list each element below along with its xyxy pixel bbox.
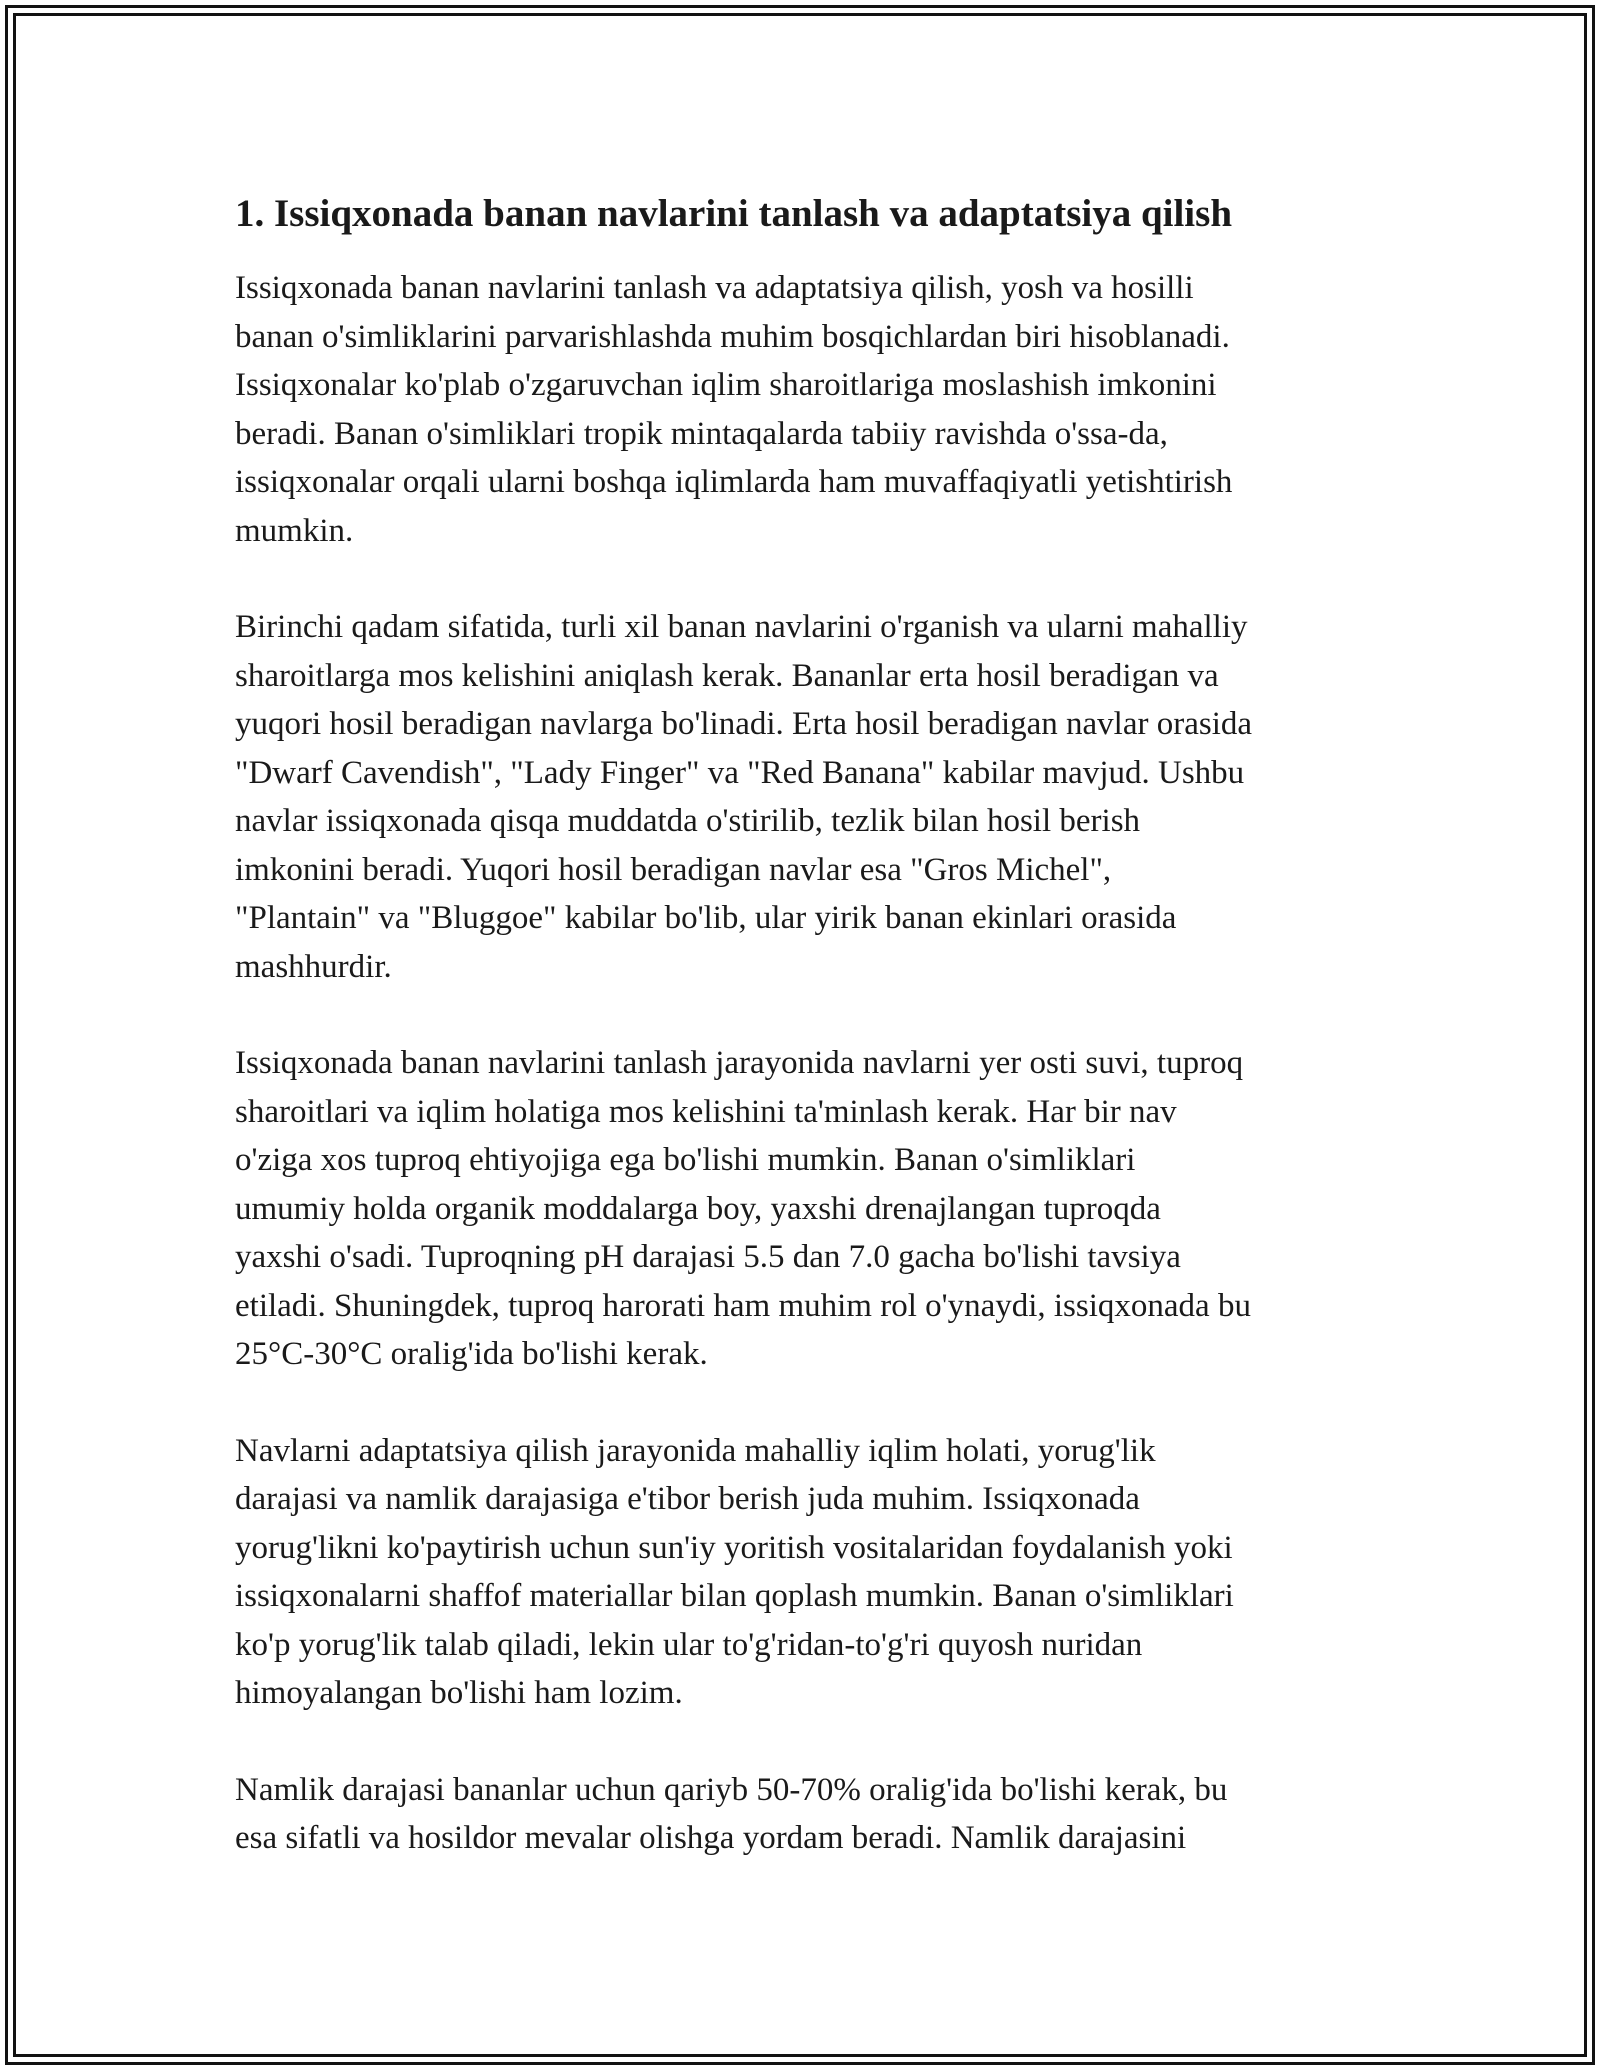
text-line: "Plantain" va "Bluggoe" kabilar bo'lib, ular yirik banan ekinlari orasida — [235, 900, 1177, 936]
text-line: sharoitlari va iqlim holatiga mos kelishini ta'minlash kerak. Har bir nav — [235, 1093, 1177, 1130]
text-line: umumiy holda organik moddalarga boy, yaxshi drenajlangan tuproqda — [235, 1190, 1161, 1227]
text-line: Namlik darajasi bananlar uchun qariyb 50-70% oralig'ida bo'lishi kerak, bu — [235, 1771, 1228, 1808]
text-line: imkonini beradi. Yuqori hosil beradigan navlar esa "Gros Michel", — [235, 851, 1112, 888]
text-line: himoyalangan bo'lishi ham lozim. — [235, 1675, 683, 1711]
text-line: Issiqxonada banan navlarini tanlash va adaptatsiya qilish, yosh va hosilli — [235, 270, 1194, 306]
paragraph-1 — [235, 264, 1370, 555]
text-line: etiladi. Shuningdek, tuproq harorati ham muhim rol o'ynaydi, issiqxonada bu — [235, 1287, 1251, 1324]
text-line: Navlarni adaptatsiya qilish jarayonida mahalliy iqlim holati, yorug'lik — [235, 1432, 1156, 1469]
paragraph-2 — [235, 603, 1370, 991]
text-line: sharoitlarga mos kelishini aniqlash kerak. Bananlar erta hosil beradigan va — [235, 657, 1219, 694]
text-line: o'ziga xos tuproq ehtiyojiga ega bo'lishi mumkin. Banan o'simliklari — [235, 1142, 1136, 1178]
paragraph-3 — [235, 1039, 1370, 1379]
text-line: mashhurdir. — [235, 948, 392, 985]
text-line: darajasi va namlik darajasiga e'tibor berish juda muhim. Issiqxonada — [235, 1481, 1140, 1517]
text-line: mumkin. — [235, 512, 354, 549]
text-line: issiqxonalar orqali ularni boshqa iqlimlarda ham muvaffaqiyatli yetishtirish — [235, 464, 1233, 500]
text-line: yuqori hosil beradigan navlarga bo'linadi. Erta hosil beradigan navlar orasida — [235, 706, 1253, 742]
paragraph-4 — [235, 1427, 1370, 1718]
document-body — [235, 186, 1370, 1911]
text-line: beradi. Banan o'simliklari tropik mintaqalarda tabiiy ravishda o'ssa-da, — [235, 415, 1168, 452]
text-line: ko'p yorug'lik talab qiladi, lekin ular to'g'ridan-to'g'ri quyosh nuridan — [235, 1626, 1143, 1663]
text-line: Birinchi qadam sifatida, turli xil banan navlarini o'rganish va ularni mahalliy — [235, 609, 1248, 645]
text-line: yorug'likni ko'paytirish uchun sun'iy yoritish vositalaridan foydalanish yoki — [235, 1529, 1233, 1566]
text-line: esa sifatli va hosildor mevalar olishga yordam beradi. Namlik darajasini — [235, 1820, 1187, 1856]
text-line: yaxshi o'sadi. Tuproqning pH darajasi 5.5 dan 7.0 gacha bo'lishi tavsiya — [235, 1239, 1181, 1275]
text-line: issiqxonalarni shaffof materiallar bilan qoplash mumkin. Banan o'simliklari — [235, 1578, 1234, 1614]
paragraph-5 — [235, 1766, 1370, 1863]
section-heading: 1. Issiqxonada banan navlarini tanlash va adaptatsiya qilish — [235, 192, 1233, 235]
text-line: 25°C-30°C oralig'ida bo'lishi kerak. — [235, 1336, 708, 1372]
text-line: "Dwarf Cavendish", "Lady Finger" va "Red Banana" kabilar mavjud. Ushbu — [235, 754, 1245, 791]
text-line: banan o'simliklarini parvarishlashda muhim bosqichlardan biri hisoblanadi. — [235, 318, 1230, 355]
text-line: Issiqxonalar ko'plab o'zgaruvchan iqlim sharoitlariga moslashish imkonini — [235, 367, 1217, 403]
text-line: navlar issiqxonada qisqa muddatda o'stirilib, tezlik bilan hosil berish — [235, 803, 1141, 839]
text-line: Issiqxonada banan navlarini tanlash jarayonida navlarni yer osti suvi, tuproq — [235, 1045, 1244, 1081]
